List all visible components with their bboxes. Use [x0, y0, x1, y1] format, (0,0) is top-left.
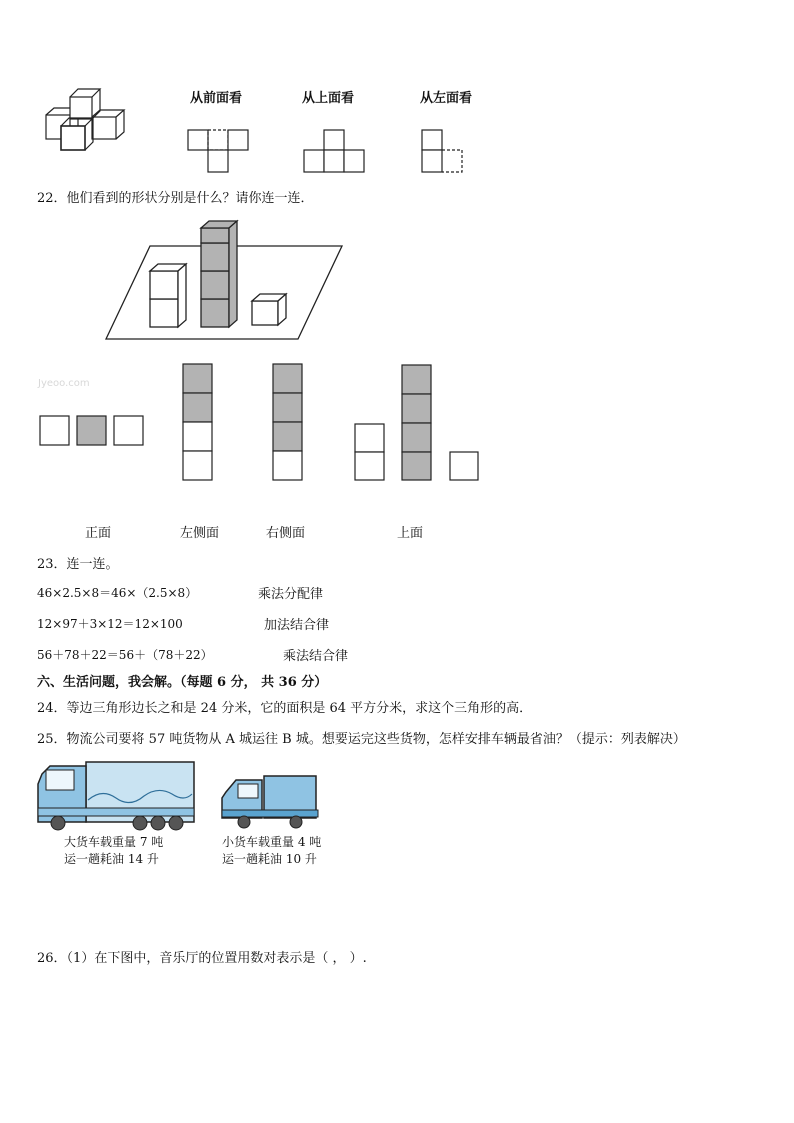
q23-expr-2: 12×97＋3×12＝12×100	[37, 617, 183, 631]
watermark: Jyeoo.com	[38, 378, 90, 389]
big-truck-capacity: 大货车载重量 7 吨	[64, 835, 164, 849]
top-view-label: 从上面看	[302, 91, 355, 106]
question-26-text: 26．（1）在下图中，音乐厅的位置用数对表示是（ ， ）.	[37, 951, 367, 966]
question-25-text: 25．物流公司要将 57 吨货物从 A 城运往 B 城。想要运完这些货物，怎样安排车辆最省油？（提示：列表解决）	[37, 732, 686, 747]
small-truck-capacity: 小货车载重量 4 吨	[222, 835, 322, 849]
question-24-text: 24．等边三角形边长之和是 24 分米，它的面积是 64 平方分米，求这个三角形的高．	[37, 701, 533, 716]
q23-expr-3: 56＋78＋22＝56＋（78＋22）	[37, 648, 213, 662]
section-6-title: 六、生活问题，我会解。（每题 6 分， 共 36 分）	[37, 675, 328, 690]
q23-expr-1: 46×2.5×8＝46×（2.5×8）	[37, 586, 198, 600]
label-top: 上面	[397, 526, 424, 541]
q23-law-2: 加法结合律	[264, 618, 330, 633]
question-22-text: 22．他们看到的形状分别是什么？请你连一连．	[37, 191, 314, 206]
label-right-side: 右侧面	[266, 526, 306, 541]
left-view-label: 从左面看	[420, 91, 473, 106]
label-front: 正面	[85, 526, 112, 541]
big-truck-fuel: 运一趟耗油 14 升	[64, 852, 159, 866]
label-left-side: 左侧面	[180, 526, 220, 541]
q23-law-1: 乘法分配律	[258, 587, 324, 602]
q23-law-3: 乘法结合律	[283, 649, 349, 664]
question-23-title: 23．连一连。	[37, 557, 119, 572]
front-view-label: 从前面看	[190, 91, 243, 106]
small-truck-fuel: 运一趟耗油 10 升	[222, 852, 317, 866]
